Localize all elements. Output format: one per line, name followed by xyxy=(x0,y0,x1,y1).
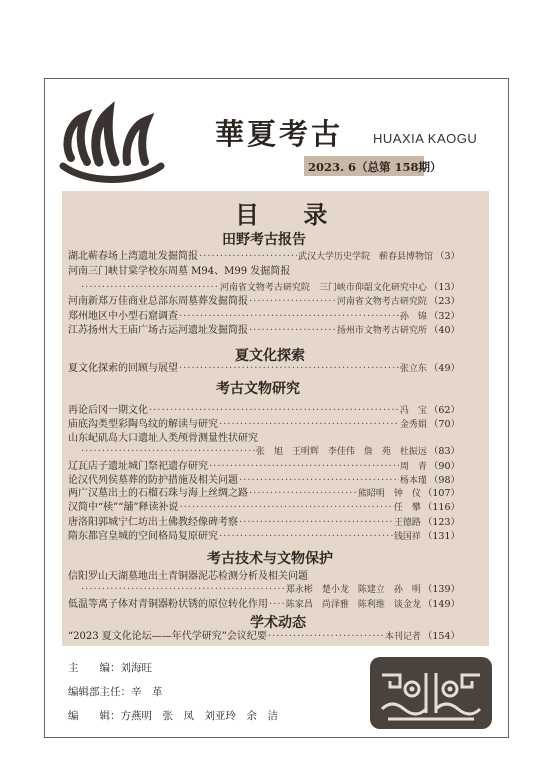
dot-leader xyxy=(249,488,357,500)
section-heading: 学术动态 xyxy=(250,615,306,631)
page-number: （98） xyxy=(428,475,460,486)
toc-entry[interactable] xyxy=(68,311,460,323)
page-number: （49） xyxy=(428,363,460,374)
article-author: 张 旭 王明辉 李佳伟 詹 苑 杜振远 xyxy=(255,447,427,457)
journal-logo-icon xyxy=(57,100,167,188)
toc-entry[interactable] xyxy=(68,631,460,643)
editor-role: 主 编： xyxy=(68,662,121,674)
dot-leader xyxy=(179,502,392,514)
page-number: （32） xyxy=(428,311,460,322)
toc-entry[interactable] xyxy=(68,571,460,583)
dot-leader xyxy=(269,599,285,611)
article-author: 王德路 xyxy=(393,518,421,528)
toc-entry[interactable] xyxy=(68,517,460,529)
article-author: 郑永彬 楚小龙 陈建立 孙 明 xyxy=(285,585,421,595)
page-number: （131） xyxy=(422,531,460,542)
article-title: 再论后冈一期文化 xyxy=(68,405,148,416)
article-title: 信阳罗山天湖墓地出土青铜器泥芯检测分析及相关问题 xyxy=(68,571,308,582)
page-number: （90） xyxy=(428,461,460,472)
toc-entry[interactable] xyxy=(80,446,460,458)
article-author: 扬州市文物考古研究所 xyxy=(336,326,427,336)
article-author: 孙 锦 xyxy=(399,312,427,322)
article-author: 陈家昌 尚泽雅 陈利维 谈金龙 xyxy=(285,600,421,610)
article-title: “2023 夏文化论坛——年代学研究”会议纪要 xyxy=(68,631,267,642)
journal-title-cn: 華夏考古 xyxy=(215,117,344,151)
page-number: （70） xyxy=(428,419,460,430)
dot-leader xyxy=(249,325,336,337)
toc-entry[interactable] xyxy=(68,296,460,308)
page-number: （62） xyxy=(428,405,460,416)
section-heading: 夏文化探索 xyxy=(235,348,305,364)
editor-names: 方燕明 张 凤 刘亚玲 余 洁 xyxy=(120,710,278,722)
article-title: 论汉代列侯墓葬的防护措施及相关问题 xyxy=(68,475,238,486)
article-author: 河南省文物考古研究院 三门峡市仰韶文化研究中心 xyxy=(219,283,427,293)
article-title: 两广汉墓出土的石榴石珠与海上丝绸之路 xyxy=(68,488,248,499)
editor-line xyxy=(68,660,152,675)
dot-leader xyxy=(219,419,399,431)
page-number: （116） xyxy=(422,502,460,513)
article-author: 熊昭明 钟 仪 xyxy=(357,489,421,499)
article-title: 低温等离子体对青铜器粉状锈的原位转化作用 xyxy=(68,599,268,610)
page-number: （13） xyxy=(428,282,460,293)
article-title: 湖北蕲春场上湾遗址发掘简报 xyxy=(68,251,198,262)
editor-line xyxy=(68,684,163,699)
section-heading: 田野考古报告 xyxy=(222,232,306,248)
article-author: 武汉大学历史学院 蕲春县博物馆 xyxy=(297,252,433,262)
toc-entry[interactable] xyxy=(68,251,460,263)
article-author: 杨本瑾 xyxy=(399,476,427,486)
article-title: 河南三门峡甘棠学校东周墓 M94、M99 发掘简报 xyxy=(68,266,291,277)
page-number: （123） xyxy=(422,517,460,528)
article-author: 河南省文物考古研究院 xyxy=(336,297,427,307)
dot-leader xyxy=(81,282,219,294)
dot-leader xyxy=(81,446,255,458)
page-number: （3） xyxy=(434,251,460,262)
dot-leader xyxy=(219,531,393,543)
toc-entry[interactable] xyxy=(68,419,460,431)
toc-entry[interactable] xyxy=(68,531,460,543)
dot-leader xyxy=(249,296,336,308)
toc-entry[interactable] xyxy=(68,461,460,473)
editor-names: 刘海旺 xyxy=(120,662,152,674)
toc-entry[interactable] xyxy=(68,502,460,514)
article-title: 隋东都宫皇城的空间格局复原研究 xyxy=(68,531,218,542)
dot-leader xyxy=(81,584,285,596)
article-author: 金秀娟 xyxy=(399,420,427,430)
dot-leader xyxy=(268,631,384,643)
article-author: 冯 宝 xyxy=(399,406,427,416)
editor-role: 编辑部主任： xyxy=(68,686,131,698)
toc-entry[interactable] xyxy=(68,325,460,337)
section-heading: 考古文物研究 xyxy=(216,381,300,397)
dot-leader xyxy=(239,517,393,529)
page-number: （83） xyxy=(428,446,460,457)
dot-leader xyxy=(209,461,399,473)
page-number: （40） xyxy=(428,325,460,336)
toc-entry[interactable] xyxy=(68,405,460,417)
article-title: 江苏扬州大王庙广场古运河遗址发掘简报 xyxy=(68,325,248,336)
article-title: 山东屺矶岛大口遗址人类颅骨测量性状研究 xyxy=(68,433,258,444)
toc-entry[interactable] xyxy=(68,475,460,487)
toc-entry[interactable] xyxy=(80,282,460,294)
bronze-pattern-icon xyxy=(368,655,494,731)
article-author: 钱国祥 xyxy=(393,532,421,542)
editor-role: 编 辑： xyxy=(68,710,121,722)
toc-entry[interactable] xyxy=(68,266,460,278)
article-author: 本刊记者 xyxy=(384,632,421,642)
article-title: 汉简中“椟”“舖”释读补说 xyxy=(68,502,179,513)
section-heading: 考古技术与文物保护 xyxy=(207,551,333,567)
journal-title-en: HUAXIA KAOGU xyxy=(373,131,478,146)
article-title: 辽瓦店子遗址城门祭祀遗存研究 xyxy=(68,461,208,472)
editor-line xyxy=(68,708,278,723)
toc-entry[interactable] xyxy=(68,433,460,445)
dot-leader xyxy=(179,311,399,323)
toc-entry[interactable] xyxy=(80,584,460,596)
article-title: 夏文化探索的回顾与展望 xyxy=(68,363,178,374)
article-author: 周 青 xyxy=(399,462,427,472)
article-title: 庙底沟类型彩陶鸟纹的解读与研究 xyxy=(68,419,218,430)
page-number: （107） xyxy=(422,488,460,499)
dot-leader xyxy=(149,405,399,417)
toc-entry[interactable] xyxy=(68,488,460,500)
page-number: （139） xyxy=(422,584,460,595)
article-title: 郑州地区中小型石窟调查 xyxy=(68,311,178,322)
dot-leader xyxy=(179,363,399,375)
toc-entry[interactable] xyxy=(68,363,460,375)
page-number: （154） xyxy=(422,631,460,642)
article-title: 河南新郑万佳商业总部东周墓葬发掘简报 xyxy=(68,296,248,307)
article-author: 张立东 xyxy=(399,364,427,374)
article-author: 任 攀 xyxy=(393,503,421,513)
toc-entry[interactable] xyxy=(68,599,460,611)
toc-title: 目 录 xyxy=(235,200,346,229)
issue-number: 2023. 6（总第 158期） xyxy=(308,160,442,174)
page-number: （149） xyxy=(422,599,460,610)
dot-leader xyxy=(239,475,399,487)
article-title: 唐洛阳郭城宁仁坊出土佛教经像碑考察 xyxy=(68,517,238,528)
editor-names: 辛 革 xyxy=(131,686,163,698)
page-number: （23） xyxy=(428,296,460,307)
dot-leader xyxy=(199,251,297,263)
